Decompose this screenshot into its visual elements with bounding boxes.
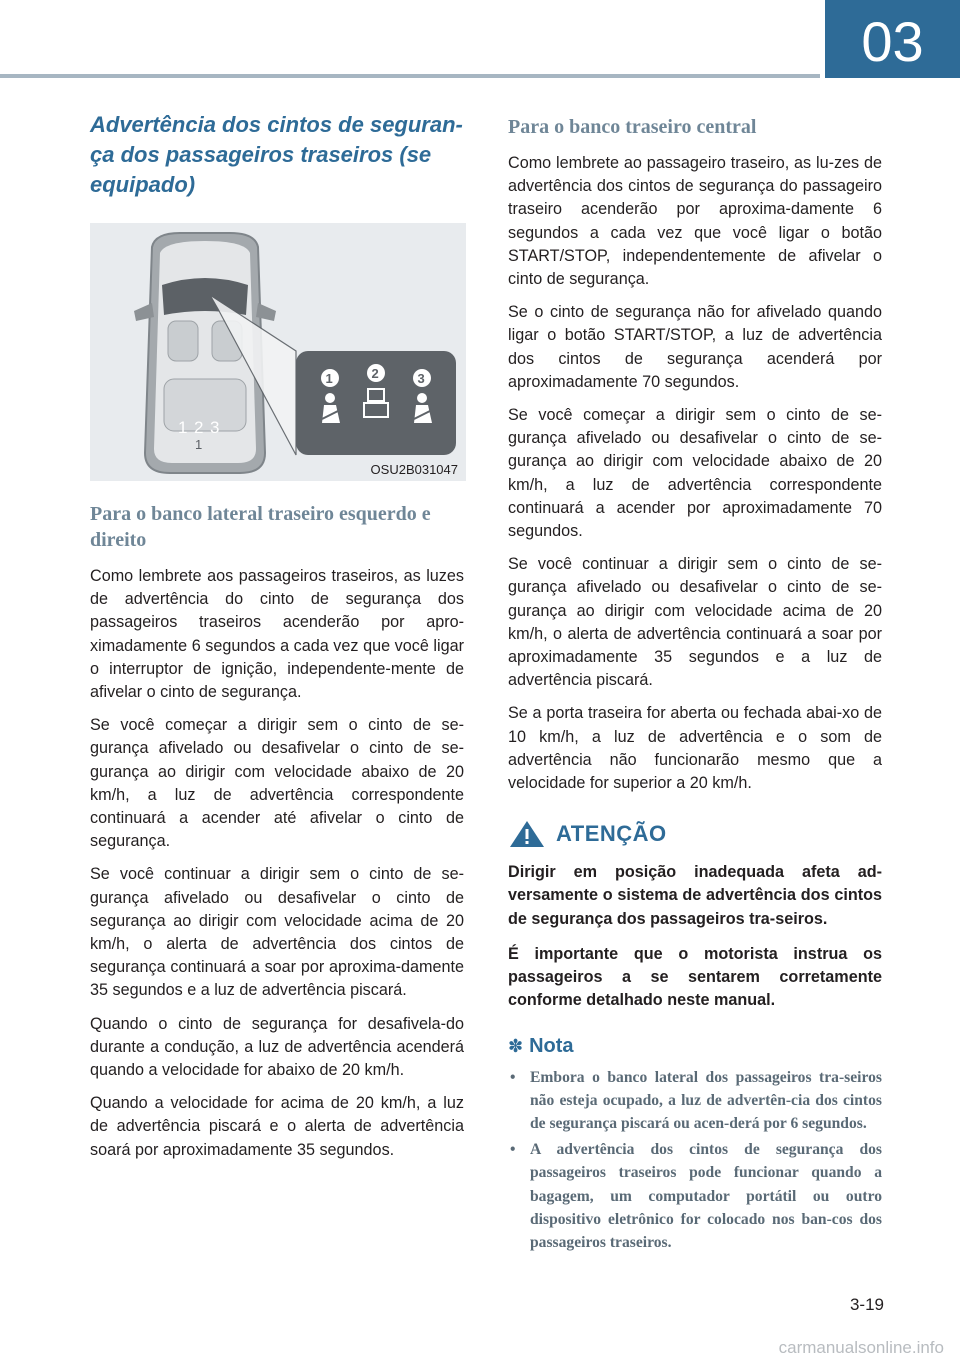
warning-triangle-icon <box>508 819 546 849</box>
header-rule <box>0 74 820 78</box>
note-star-icon: ✽ <box>508 1035 524 1056</box>
paragraph: Se a porta traseira for aberta ou fechada abai-xo de 10 km/h, a luz de advertência e o som de advertência não funcionarão mesmo que a velocidade for superior a 20 km/h. <box>508 704 882 793</box>
paragraph: Se você começar a dirigir sem o cinto de se-gurança afivelado ou desafivelar o cinto de se-gurança ao dirigir com velocidade abaixo de 20 km/h, a luz de advertência correspondente continuará a acender por aproximadamente 70 segundos. <box>508 406 882 541</box>
warning-header <box>508 819 882 849</box>
paragraph: Como lembrete aos passageiros traseiros, as luzes de advertência do cinto de segurança dos passageiros traseiros acenderão por apro-ximadamente 6 segundos a cada vez que você ligar o interruptor de ignição, independente-mente de afivelar o cinto de segurança. <box>90 567 464 702</box>
paragraph: Quando a velocidade for acima de 20 km/h, a luz de advertência piscará e o alerta de advertência soará por aproximadamente 35 segundos. <box>90 1094 464 1159</box>
paragraph: Se você continuar a dirigir sem o cinto de se-gurança afivelado ou desafivelar o cinto de se-gurança ao dirigir com velocidade acima de 20 km/h, o alerta de advertência continuará a soar por aproximadamente 35 segundos e a luz de advertência piscará. <box>508 555 882 690</box>
svg-text:2: 2 <box>371 366 379 381</box>
paragraph: Se você começar a dirigir sem o cinto de se-gurança afivelado ou desafivelar o cinto de se-gurança ao dirigir com velocidade abaixo de 20 km/h, a luz de advertência correspondente continuará a acender até afivelar o cinto de segurança. <box>90 716 464 851</box>
seatbelt-figure <box>90 223 466 481</box>
subtitle-center-seat: Para o banco traseiro central <box>508 116 757 138</box>
paragraph: Quando o cinto de segurança for desafivela-do durante a condução, a luz de advertência acenderá quando a velocidade for abaixo de 20 km/h. <box>90 1014 464 1080</box>
paragraph: Se o cinto de segurança não for afivelado quando ligar o botão START/STOP, a luz de advertência dos cintos de segurança acenderá por aproximadamente 70 segundos. <box>508 303 882 391</box>
console-number: 1 <box>195 437 203 452</box>
chapter-tab: 03 <box>825 0 960 78</box>
note-item: • Embora o banco lateral dos passageiros tra-seiros não esteja ocupado, a luz de advertên-cia dos cintos de segurança piscará ou acen-derá por 6 segundos. <box>508 1066 882 1136</box>
seat-number-1: 1 <box>178 418 188 437</box>
section-title: Advertência dos cintos de seguran-ça dos passageiros traseiros (se equipado) <box>90 112 463 197</box>
svg-text:3: 3 <box>417 371 425 386</box>
warning-heading: ATENÇÃO <box>556 821 667 847</box>
page-number: 3-19 <box>849 1295 884 1314</box>
figure-code: OSU2B031047 <box>370 462 458 477</box>
paragraph: Se você continuar a dirigir sem o cinto de se-gurança afivelado ou desafivelar o cinto de segurança ao dirigir com velocidade acima de 20 km/h, o alerta de advertência dos cintos de segurança continuará a soar por aproxima-damente 35 segundos e a luz de advertência piscará. <box>90 865 464 1000</box>
note-header <box>508 1035 882 1058</box>
seat-number-3: 3 <box>210 418 220 437</box>
car-top-view-illustration <box>90 223 466 481</box>
subtitle-side-seats: Para o banco lateral traseiro esquerdo e direito <box>90 503 431 551</box>
note-list <box>508 1066 882 1255</box>
right-column <box>508 110 882 1257</box>
left-column <box>90 110 464 1162</box>
watermark: carmanualsonline.info <box>778 1338 944 1357</box>
note-heading: Nota <box>529 1034 574 1057</box>
seat-number-2: 2 <box>194 418 204 437</box>
svg-text:1: 1 <box>325 371 333 386</box>
paragraph: Como lembrete ao passageiro traseiro, as lu-zes de advertência dos cintos de segurança do passageiro traseiro acenderão por aproxima-damente 6 segundos a cada vez que você ligar o botão START/STOP, independentemente de afivelar o cinto de segurança. <box>508 154 882 289</box>
warning-paragraph: Dirigir em posição inadequada afeta ad-versamente o sistema de advertência dos cintos de segurança dos passageiros tra-seiros. <box>508 863 882 928</box>
warning-paragraph: É importante que o motorista instrua os passageiros a se sentarem corretamente conforme detalhado neste manual. <box>508 944 882 1010</box>
note-item: • A advertência dos cintos de segurança dos passageiros traseiros pode funcionar quando a bagagem, um computador portátil ou outro dispositivo eletrônico for colocado nos ban-cos dos passageiros traseiros. <box>508 1138 882 1255</box>
